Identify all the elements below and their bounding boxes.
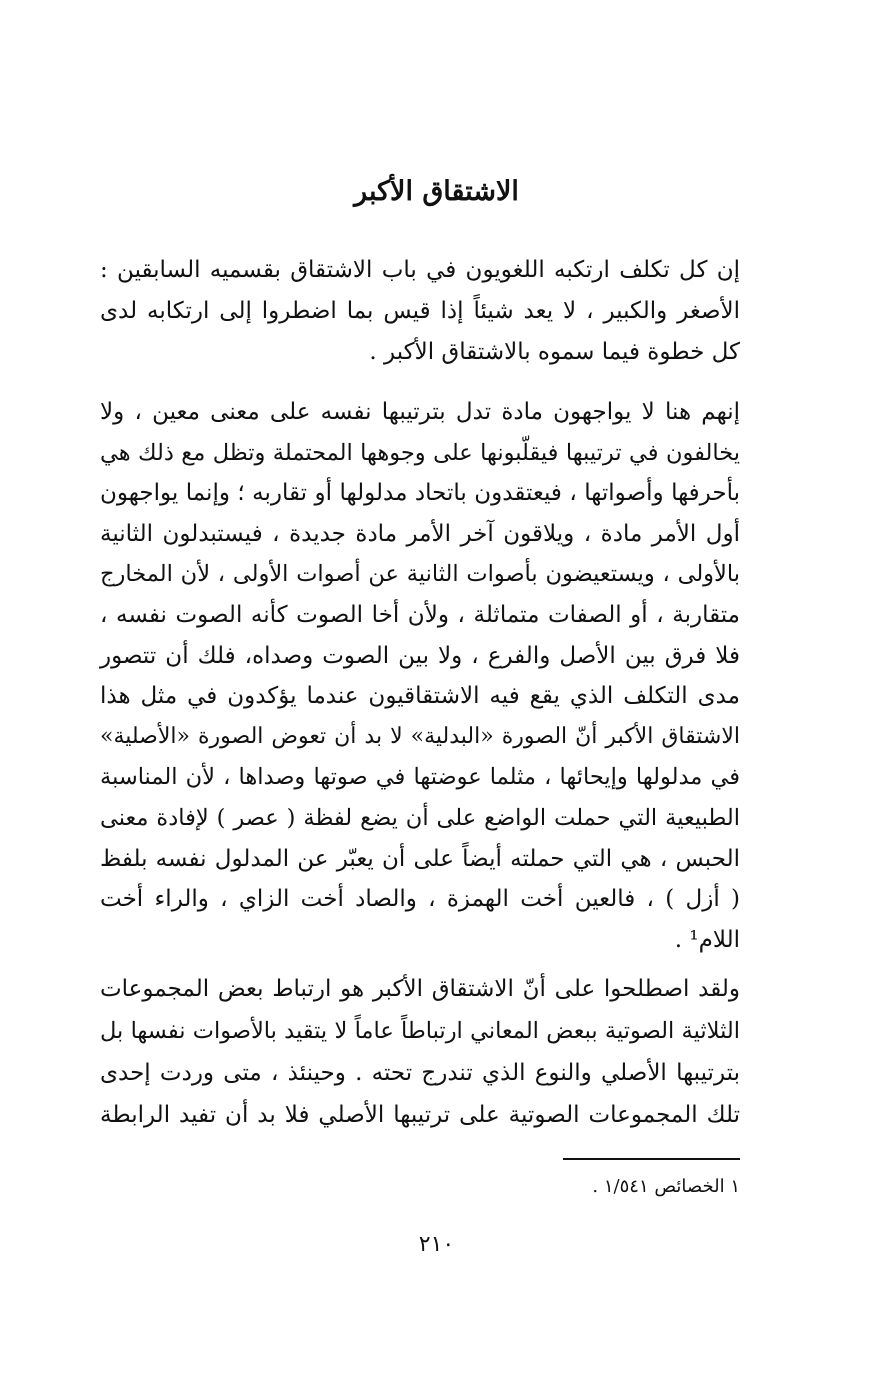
footnote-divider: [563, 1158, 740, 1160]
text-line: الأصغر والكبير ، لا يعد شيئاً إذا قيس بما اضطروا إلى ارتكابه لدى: [100, 298, 740, 324]
text-line: فلا فرق بين الأصل والفرع ، ولا بين الصوت وصداه، فلك أن تتصور: [100, 642, 740, 669]
text-line: بترتيبها الأصلي والنوع الذي تندرج تحته . وحينئذ ، متى وردت إحدى: [100, 1060, 740, 1086]
paragraph-3: [100, 968, 740, 1136]
text-line: ( أزل ) ، فالعين أخت الهمزة ، والصاد أخت الزاي ، والراء أخت: [100, 886, 740, 913]
text-line: متقاربة ، أو الصفات متماثلة ، ولأن أخا الصوت كأنه الصوت نفسه ،: [100, 601, 740, 628]
text-line: الاشتقاق الأكبر أنّ الصورة «البدلية» لا بد أن تعوض الصورة «الأصلية»: [100, 723, 740, 749]
text-line: أول الأمر مادة ، ويلاقون آخر الأمر مادة جديدة ، فيستبدلون الثانية: [100, 520, 740, 547]
text-line: تلك المجموعات الصوتية على ترتيبها الأصلي فلا بد أن تفيد الرابطة: [100, 1102, 740, 1128]
text-line: مدى التكلف الذي يقع فيه الاشتقاقيون عندما يؤكدون في مثل هذا: [100, 683, 740, 710]
text-line: الثلاثية الصوتية ببعض المعاني ارتباطاً عاماً لا يتقيد بالأصوات نفسها بل: [100, 1018, 740, 1044]
section-title: الاشتقاق الأكبر: [354, 176, 519, 207]
text-line: إن كل تكلف ارتكبه اللغويون في باب الاشتقاق بقسميه السابقين :: [100, 257, 740, 283]
paragraph-1: [100, 250, 740, 373]
text-line: اللام¹ .: [674, 926, 740, 953]
footnote: ١ الخصائص ١/٥٤١ .: [592, 1176, 740, 1197]
text-line: الحبس ، هي التي حملته أيضاً على أن يعبّر عن المدلول نفسه بلفظ: [100, 845, 740, 872]
text-line: يخالفون في ترتيبها فيقلّبونها على وجوهها المحتملة وتظل مع ذلك هي: [100, 439, 740, 466]
text-line: إنهم هنا لا يواجهون مادة تدل بترتيبها نفسه على معنى معين ، ولا: [100, 399, 740, 425]
page-number: ٢١٠: [418, 1232, 455, 1257]
text-line: بالأولى ، ويستعيضون بأصوات الثانية عن أصوات الأولى ، لأن المخارج: [100, 561, 740, 588]
text-line: بأحرفها وأصواتها ، فيعتقدون باتحاد مدلولها أو تقاربه ؛ وإنما يواجهون: [100, 480, 740, 507]
text-line: في مدلولها وإيحائها ، مثلما عوضتها في صوتها وصداها ، لأن المناسبة: [100, 764, 740, 791]
text-line: الطبيعية التي حملت الواضع على أن يضع لفظة ( عصر ) لإفادة معنى: [100, 804, 740, 831]
text-line: ولقد اصطلحوا على أنّ الاشتقاق الأكبر هو ارتباط بعض المجموعات: [100, 976, 740, 1002]
text-line: كل خطوة فيما سموه بالاشتقاق الأكبر .: [369, 339, 740, 365]
paragraph-2: [100, 392, 740, 960]
